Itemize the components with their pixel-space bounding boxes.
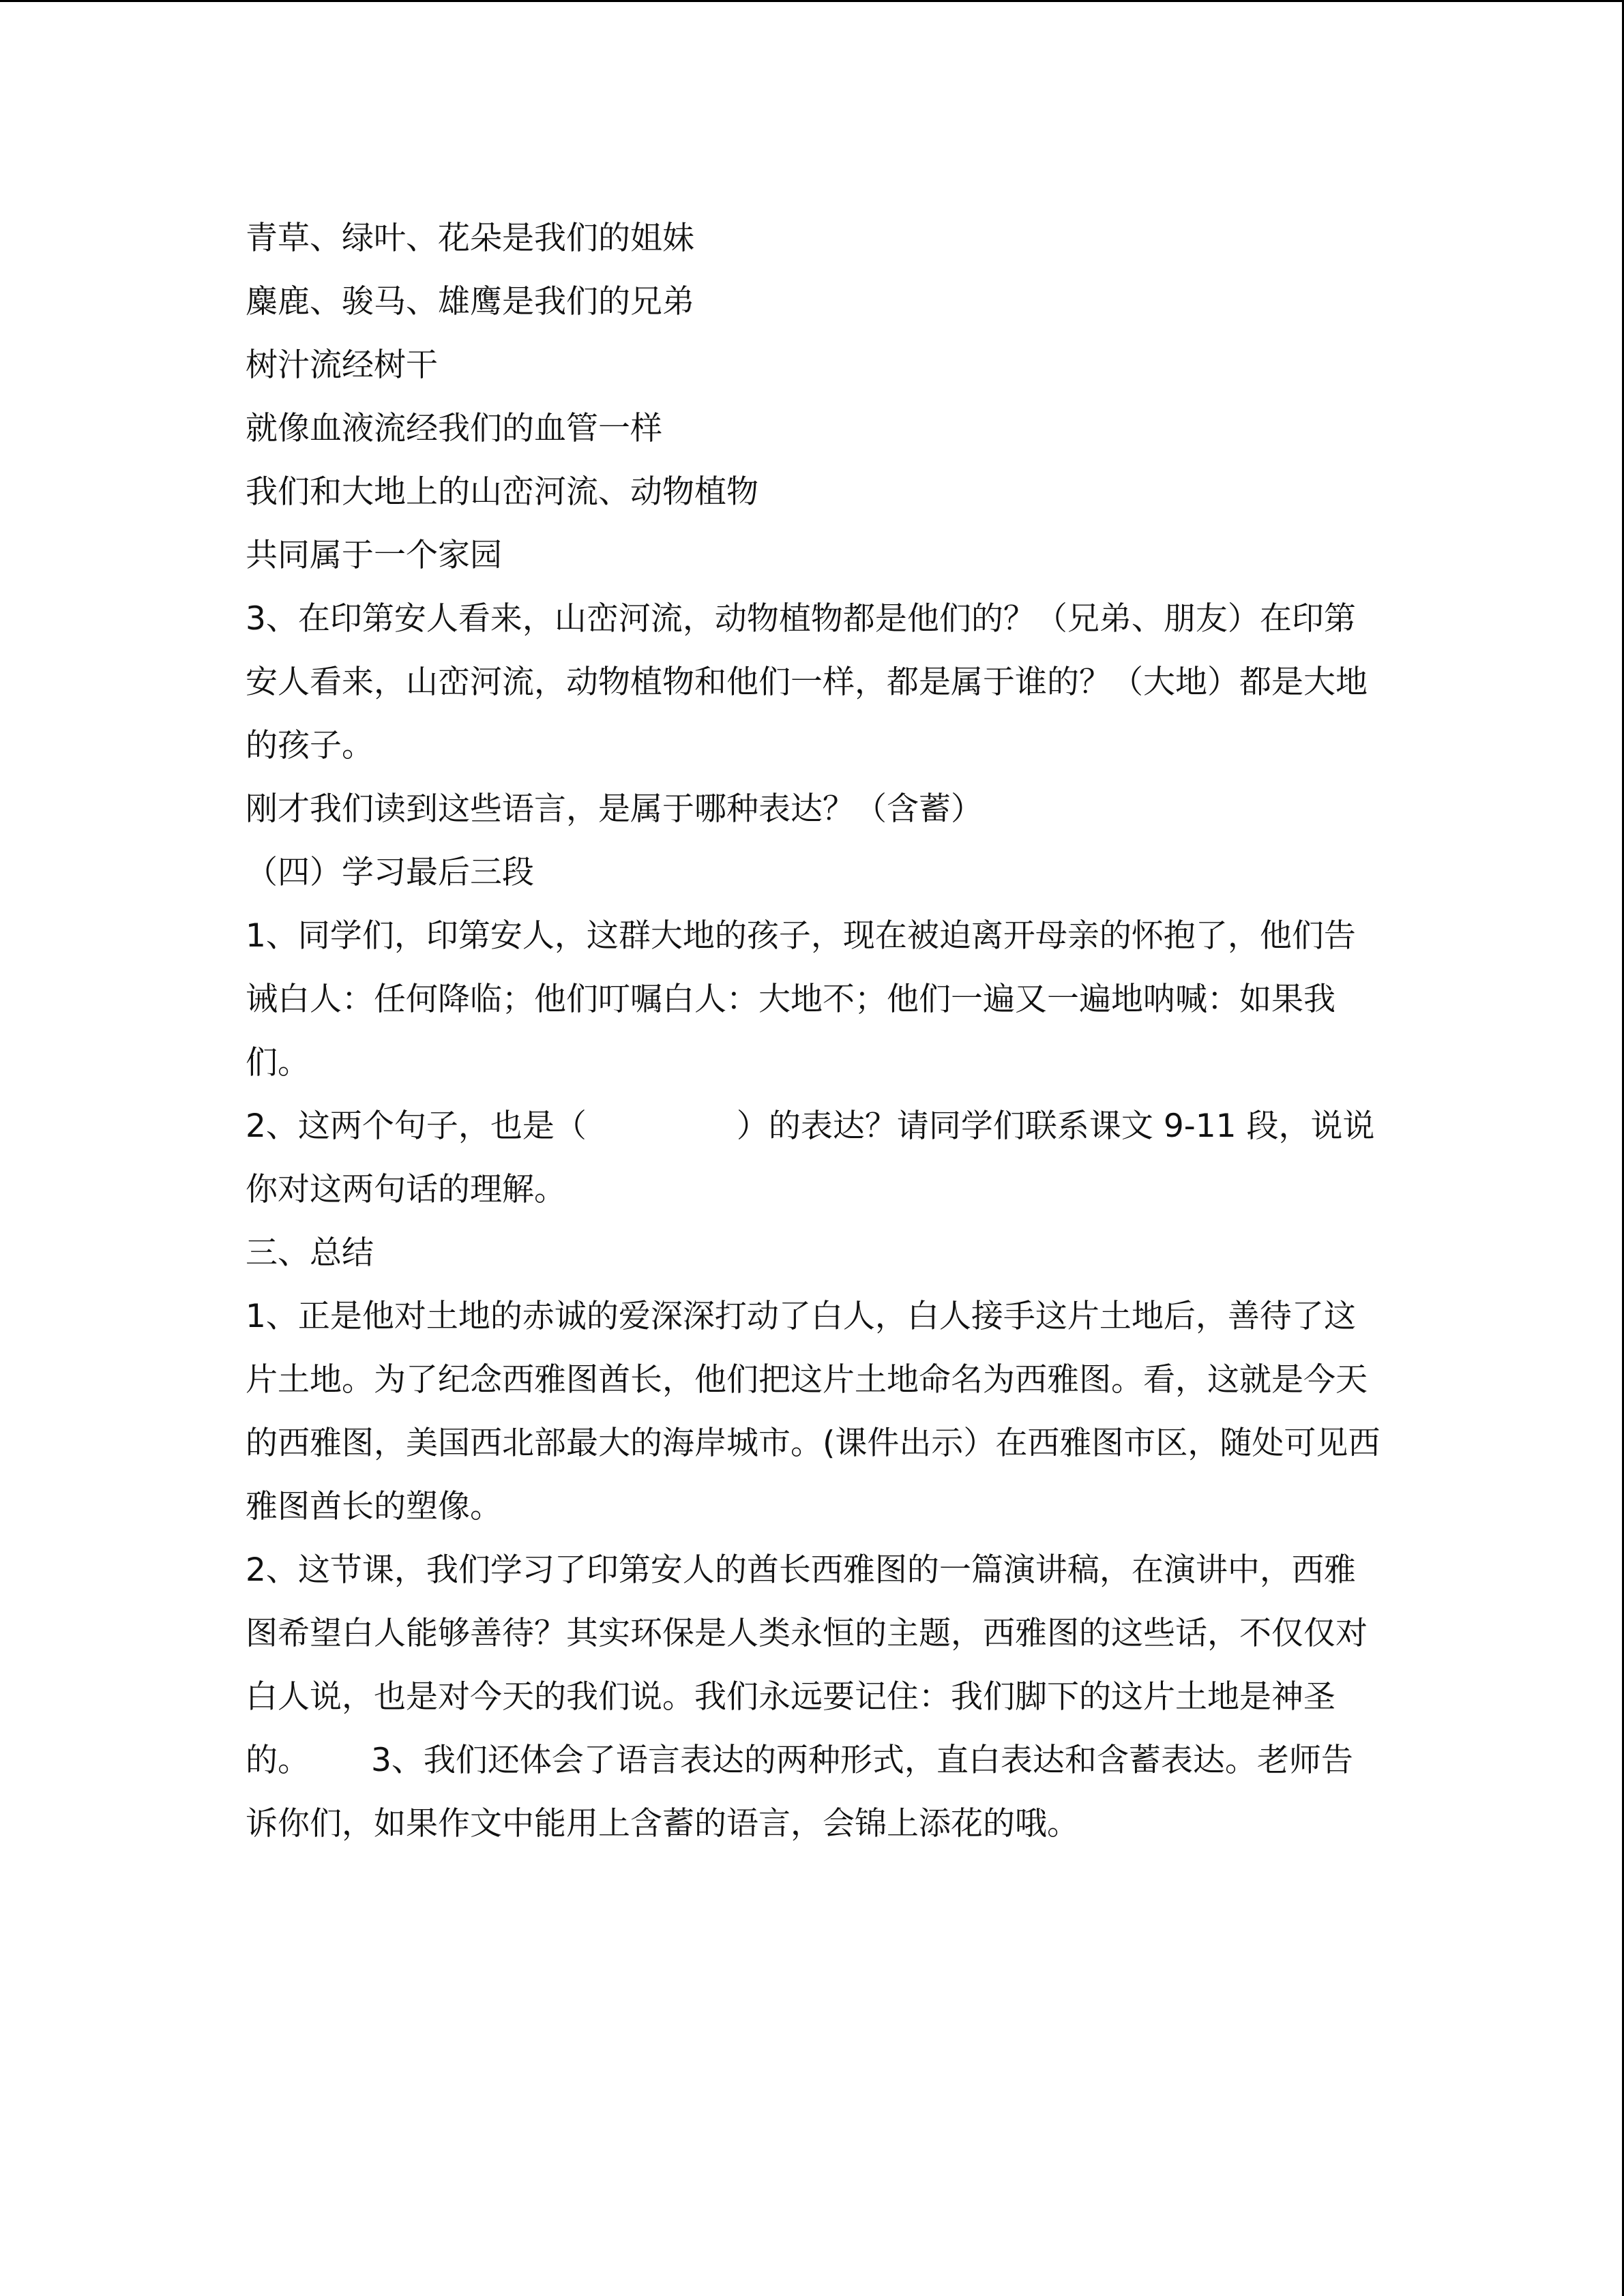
poem-line: 树汁流经树干 [246,346,438,384]
question-1-paragraph: 1、同学们，印第安人，这群大地的孩子，现在被迫离开母亲的怀抱了，他们告诫白人：任何降临；他们叮嘱白人：大地不；他们一遍又一遍地呐喊：如果我们。 [246,917,1356,1082]
summary-paragraph-2 [246,1538,1381,1855]
poem-line: 麋鹿、骏马、雄鹰是我们的兄弟 [246,283,694,320]
summary-3-text: 3、我们还体会了语言表达的两种形式，直白表达和含蓄表达。老师告诉你们，如果作文中能用上含蓄的语言，会锦上添花的哦。 [246,1742,1353,1843]
summary-paragraph-1: 1、正是他对土地的赤诚的爱深深打动了白人，白人接手这片土地后，善待了这片土地。为了纪念西雅图酋长，他们把这片土地命名为西雅图。看，这就是今天的西雅图，美国西北部最大的海岸城市。(课件出示）在西雅图市区，随处可见西雅图酋长的塑像。 [246,1298,1381,1525]
poem-line: 共同属于一个家园 [246,537,502,574]
question-3-paragraph: 3、在印第安人看来，山峦河流，动物植物都是他们的？（兄弟、朋友）在印第安人看来，山峦河流，动物植物和他们一样，都是属于谁的？（大地）都是大地的孩子。 [246,600,1368,764]
question-2-part-2: ）的表达？请同学们联系课文 9-11 段，说说你对这两句话的理解。 [246,1107,1375,1208]
poem-line: 我们和大地上的山峦河流、动物植物 [246,473,758,511]
poem-line: 青草、绿叶、花朵是我们的姐妹 [246,220,694,257]
question-2-paragraph [246,1094,1381,1221]
section-4-heading: （四）学习最后三段 [246,854,534,891]
section-3-heading: 三、总结 [246,1234,374,1272]
document-body [246,207,1381,1855]
poem-line: 就像血液流经我们的血管一样 [246,410,662,447]
summary-2-text: 2、这节课，我们学习了印第安人的酋长西雅图的一篇演讲稿，在演讲中，西雅图希望白人能够善待？其实环保是人类永恒的主题，西雅图的这些话，不仅仅对白人说，也是对今天的我们说。我们永远要记住：我们脚下的这片土地是神圣的。 [246,1551,1368,1779]
expression-question: 刚才我们读到这些语言，是属于哪种表达？（含蓄） [246,790,983,828]
question-2-part-1: 2、这两个句子，也是（ [246,1107,587,1145]
